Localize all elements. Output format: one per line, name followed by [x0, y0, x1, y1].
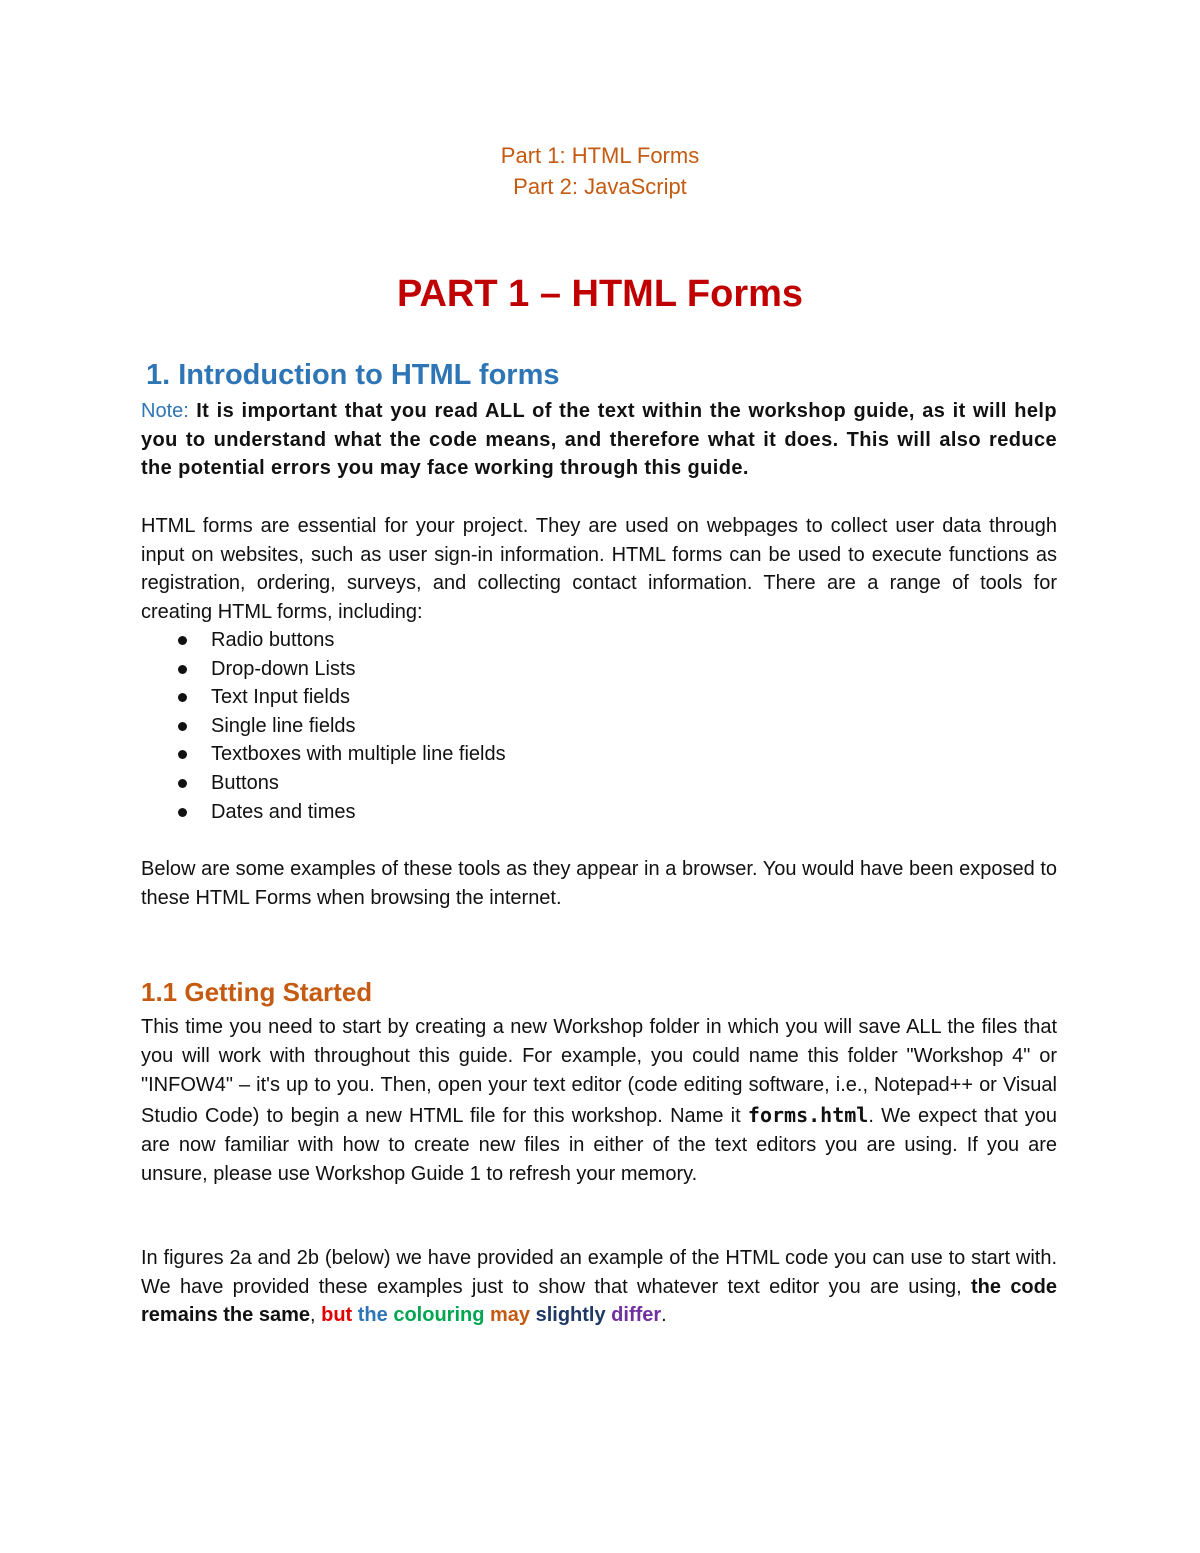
list-item — [141, 798, 506, 827]
list-item-label: Textboxes with multiple line fields — [211, 743, 506, 766]
comma-text: , — [309, 1304, 322, 1327]
note-text: It is important that you read ALL of the text within the workshop guide, as it will help you to understand what the code means, and therefore what it does. This will also reduce the potential errors you may face working through this guide. — [141, 400, 1057, 480]
list-item — [141, 769, 506, 798]
figures-text: In figures 2a and 2b (below) we have provided an example of the HTML code you can use to start with. We have provided these examples just to show that whatever text editor you are using, — [141, 1247, 1057, 1298]
list-item-label: Radio buttons — [211, 629, 335, 651]
list-item-label: Text Input fields — [211, 686, 350, 709]
toc-line-part-1: Part 1: HTML Forms — [500, 143, 700, 168]
bullet-icon — [178, 636, 187, 645]
getting-started-text-before: This time you need to start by creating a new Workshop folder in which you will save ALL the files that you will work with throughout this guide. For example, you could name this folder "Workshop 4" or "INFOW4" – it's up to you. Then, open your text editor (code editing software, i.e., Notepad++ or Visual Studio Code) to begin a new HTML file for this workshop. Name it — [141, 1016, 1057, 1127]
bullet-icon — [178, 750, 187, 759]
list-item — [141, 740, 506, 769]
list-item-label: Buttons — [211, 771, 279, 794]
note-paragraph — [141, 397, 1057, 483]
bullet-icon — [178, 808, 187, 817]
figures-paragraph — [141, 1244, 1057, 1330]
bullet-icon — [178, 722, 187, 731]
list-item — [141, 655, 506, 684]
part-title: PART 1 – HTML Forms — [396, 273, 804, 315]
intro-heading: 1. Introduction to HTML forms — [146, 359, 560, 391]
list-item-label: Single line fields — [211, 714, 356, 737]
list-item-label: Drop-down Lists — [211, 657, 356, 680]
bullet-icon — [178, 779, 187, 788]
list-item-label: Dates and times — [211, 800, 356, 823]
colored-word-slightly: slightly — [535, 1304, 606, 1327]
getting-started-text-after: . We expect that you are now familiar with how to create new files in either of the text editors you are using. If you are unsure, please use Workshop Guide 1 to refresh your memory. — [141, 1104, 1058, 1186]
bullet-icon — [178, 693, 187, 702]
bullet-icon — [178, 665, 187, 674]
colored-word-may: may — [490, 1304, 531, 1327]
getting-started-paragraph — [141, 1013, 1057, 1189]
code-filename: forms.html — [747, 1102, 869, 1127]
list-item — [141, 626, 506, 655]
list-item — [141, 712, 506, 741]
bold-phrase: the code remains the same — [141, 1275, 1057, 1327]
colored-word-colouring: colouring — [393, 1304, 485, 1327]
colored-word-but: but — [321, 1304, 353, 1327]
getting-started-heading: 1.1 Getting Started — [141, 977, 373, 1007]
colored-word-differ: differ — [611, 1304, 662, 1327]
examples-paragraph: Below are some examples of these tools as they appear in a browser. You would have been exposed to these HTML Forms when browsing the internet. — [141, 858, 1057, 909]
toc-line-part-2: Part 2: JavaScript — [513, 174, 687, 199]
intro-paragraph: HTML forms are essential for your project. They are used on webpages to collect user data through input on websites, such as user sign-in information. HTML forms can be used to execute functions as registration, ordering, surveys, and collecting contact information. There are a range of tools for creating HTML forms, including: — [141, 515, 1057, 623]
colored-word-the: the — [357, 1304, 388, 1327]
list-item — [141, 683, 506, 712]
tools-list — [141, 626, 506, 826]
note-label: Note: — [141, 400, 189, 422]
period-text: . — [661, 1304, 667, 1327]
